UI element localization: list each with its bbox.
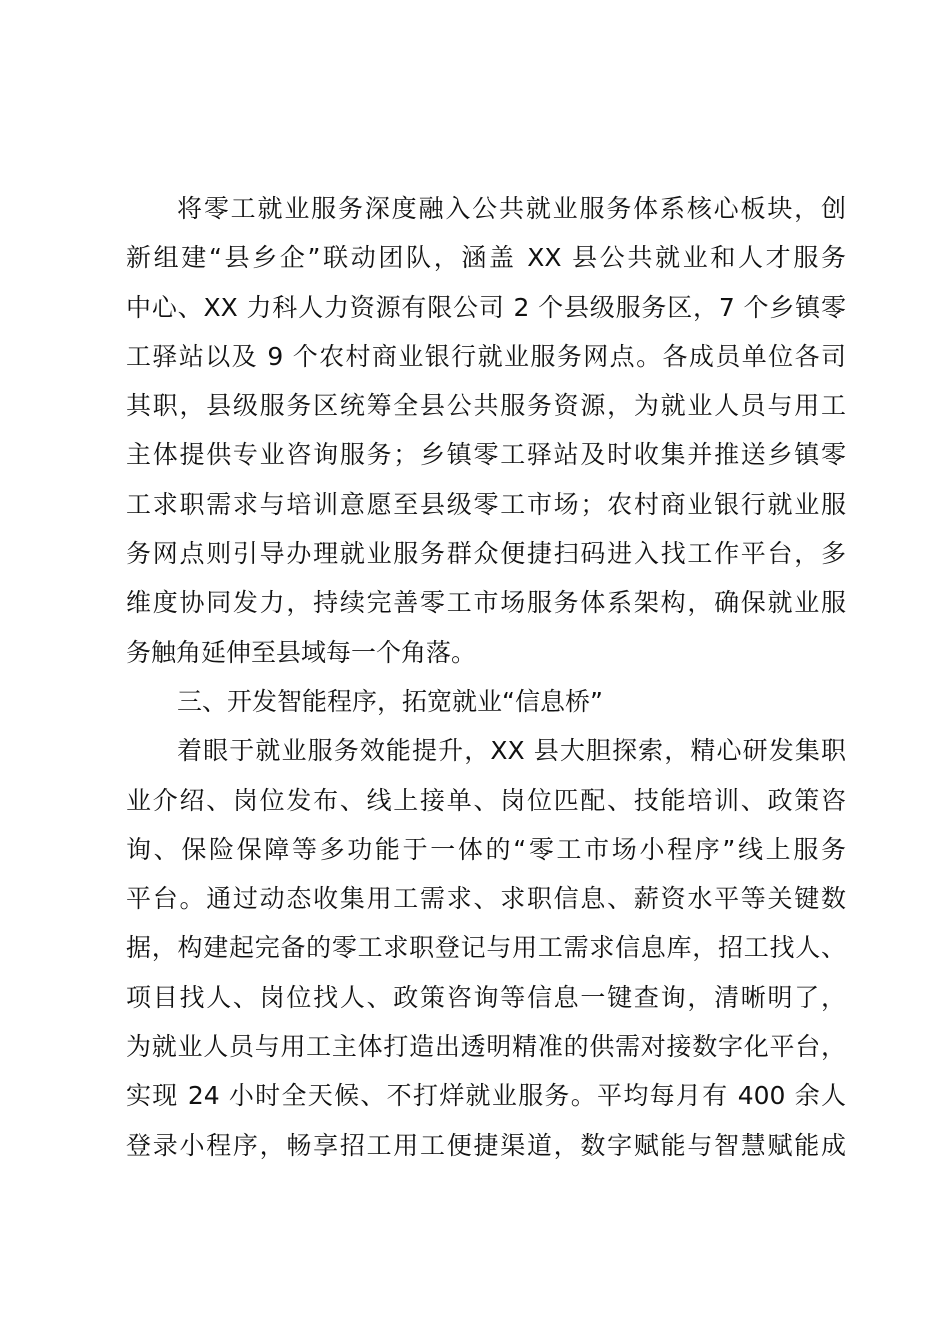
paragraph-line: 工求职需求与培训意愿至县级零工市场；农村商业银行就业服 <box>126 489 846 519</box>
paragraph-line: 实现 24 小时全天候、不打烊就业服务。平均每月有 400 余人 <box>126 1081 846 1111</box>
paragraph-line: 其职，县级服务区统筹全县公共服务资源，为就业人员与用工 <box>126 391 846 421</box>
section-heading: 三、开发智能程序，拓宽就业“信息桥” <box>177 686 603 716</box>
paragraph-line: 项目找人、岗位找人、政策咨询等信息一键查询，清晰明了， <box>126 982 846 1012</box>
paragraph-line: 主体提供专业咨询服务；乡镇零工驿站及时收集并推送乡镇零 <box>126 440 846 470</box>
paragraph-line-last: 务触角延伸至县域每一个角落。 <box>126 637 477 667</box>
paragraph-line: 新组建“县乡企”联动团队，涵盖 XX 县公共就业和人才服务 <box>126 243 846 273</box>
paragraph-line: 为就业人员与用工主体打造出透明精准的供需对接数字化平台， <box>126 1032 846 1062</box>
document-body <box>126 184 846 1170</box>
paragraph-line: 工驿站以及 9 个农村商业银行就业服务网点。各成员单位各司 <box>126 341 846 371</box>
paragraph-line: 据，构建起完备的零工求职登记与用工需求信息库，招工找人、 <box>126 933 846 963</box>
paragraph-line: 中心、XX 力科人力资源有限公司 2 个县级服务区，7 个乡镇零 <box>126 292 846 322</box>
paragraph-line: 着眼于就业服务效能提升，XX 县大胆探索，精心研发集职 <box>177 736 846 766</box>
paragraph-line: 业介绍、岗位发布、线上接单、岗位匹配、技能培训、政策咨 <box>126 785 846 815</box>
paragraph-line: 务网点则引导办理就业服务群众便捷扫码进入找工作平台，多 <box>126 539 846 569</box>
paragraph-line: 将零工就业服务深度融入公共就业服务体系核心板块，创 <box>177 194 846 223</box>
paragraph-line: 平台。通过动态收集用工需求、求职信息、薪资水平等关键数 <box>126 884 846 914</box>
paragraph-line: 询、保险保障等多功能于一体的“零工市场小程序”线上服务 <box>126 834 846 864</box>
paragraph-line: 登录小程序，畅享招工用工便捷渠道，数字赋能与智慧赋能成 <box>126 1130 846 1160</box>
paragraph-line: 维度协同发力，持续完善零工市场服务体系架构，确保就业服 <box>126 588 846 618</box>
